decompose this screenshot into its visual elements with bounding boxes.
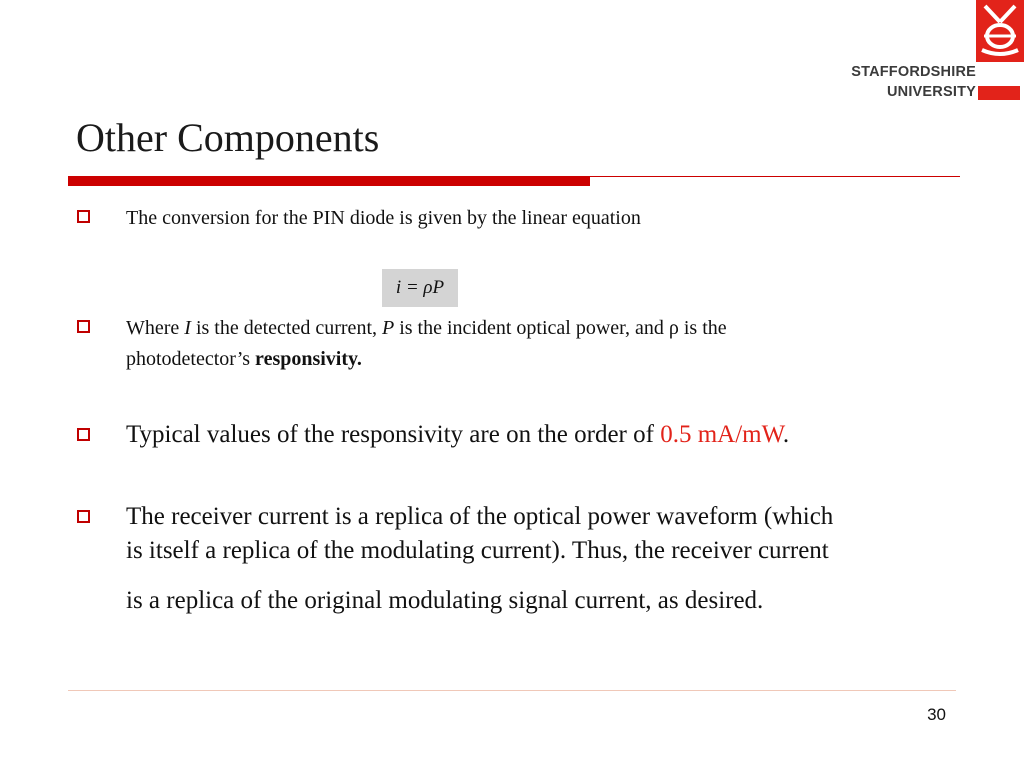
bullet-marker-3 bbox=[77, 428, 90, 441]
university-logo bbox=[851, 0, 1024, 104]
bullet-4-line-2: is itself a replica of the modulating current). Thus, the receiver current bbox=[126, 537, 829, 564]
footer-divider bbox=[68, 690, 956, 691]
logo-wordmark-line1: STAFFORDSHIRE bbox=[851, 64, 976, 80]
variable-i: I bbox=[184, 317, 191, 339]
variable-p: P bbox=[382, 317, 395, 339]
bullet-2-line-1 bbox=[126, 317, 727, 340]
title-underline-thin bbox=[590, 176, 960, 177]
bullet-marker-4 bbox=[77, 510, 90, 523]
bullet-4-line-3: is a replica of the original modulating signal current, as desired. bbox=[126, 587, 764, 614]
bullet-3-suffix: . bbox=[782, 421, 790, 448]
responsivity-value: 0.5 mA/mW bbox=[660, 421, 783, 448]
bullet-3-text bbox=[126, 421, 789, 449]
staffordshire-knot-icon bbox=[976, 0, 1024, 62]
bullet-2-line-2 bbox=[126, 348, 362, 371]
slide-title: Other Components bbox=[76, 115, 380, 160]
logo-accent-bar bbox=[978, 86, 1020, 100]
bullet-2-text-b: is the detected current, bbox=[190, 317, 382, 339]
bullet-marker-2 bbox=[77, 320, 90, 333]
bullet-4-line-1: The receiver current is a replica of the optical power waveform (which bbox=[126, 503, 834, 530]
bullet-2-text-c: is the incident optical power, and ρ is the bbox=[394, 317, 727, 339]
bullet-2-text-a: Where bbox=[126, 317, 185, 339]
bullet-3-main: Typical values of the responsivity are on the order of bbox=[126, 421, 661, 448]
page-number: 30 bbox=[927, 705, 946, 724]
title-underline-thick bbox=[68, 176, 590, 186]
responsivity-term: responsivity. bbox=[255, 348, 362, 370]
equation-image: i = ρP bbox=[382, 269, 458, 307]
bullet-2-line2-prefix: photodetector’s bbox=[126, 348, 256, 370]
bullet-marker-1 bbox=[77, 210, 90, 223]
logo-wordmark-line2: UNIVERSITY bbox=[886, 84, 976, 100]
bullet-1-text: The conversion for the PIN diode is given by the linear equation bbox=[126, 207, 641, 229]
